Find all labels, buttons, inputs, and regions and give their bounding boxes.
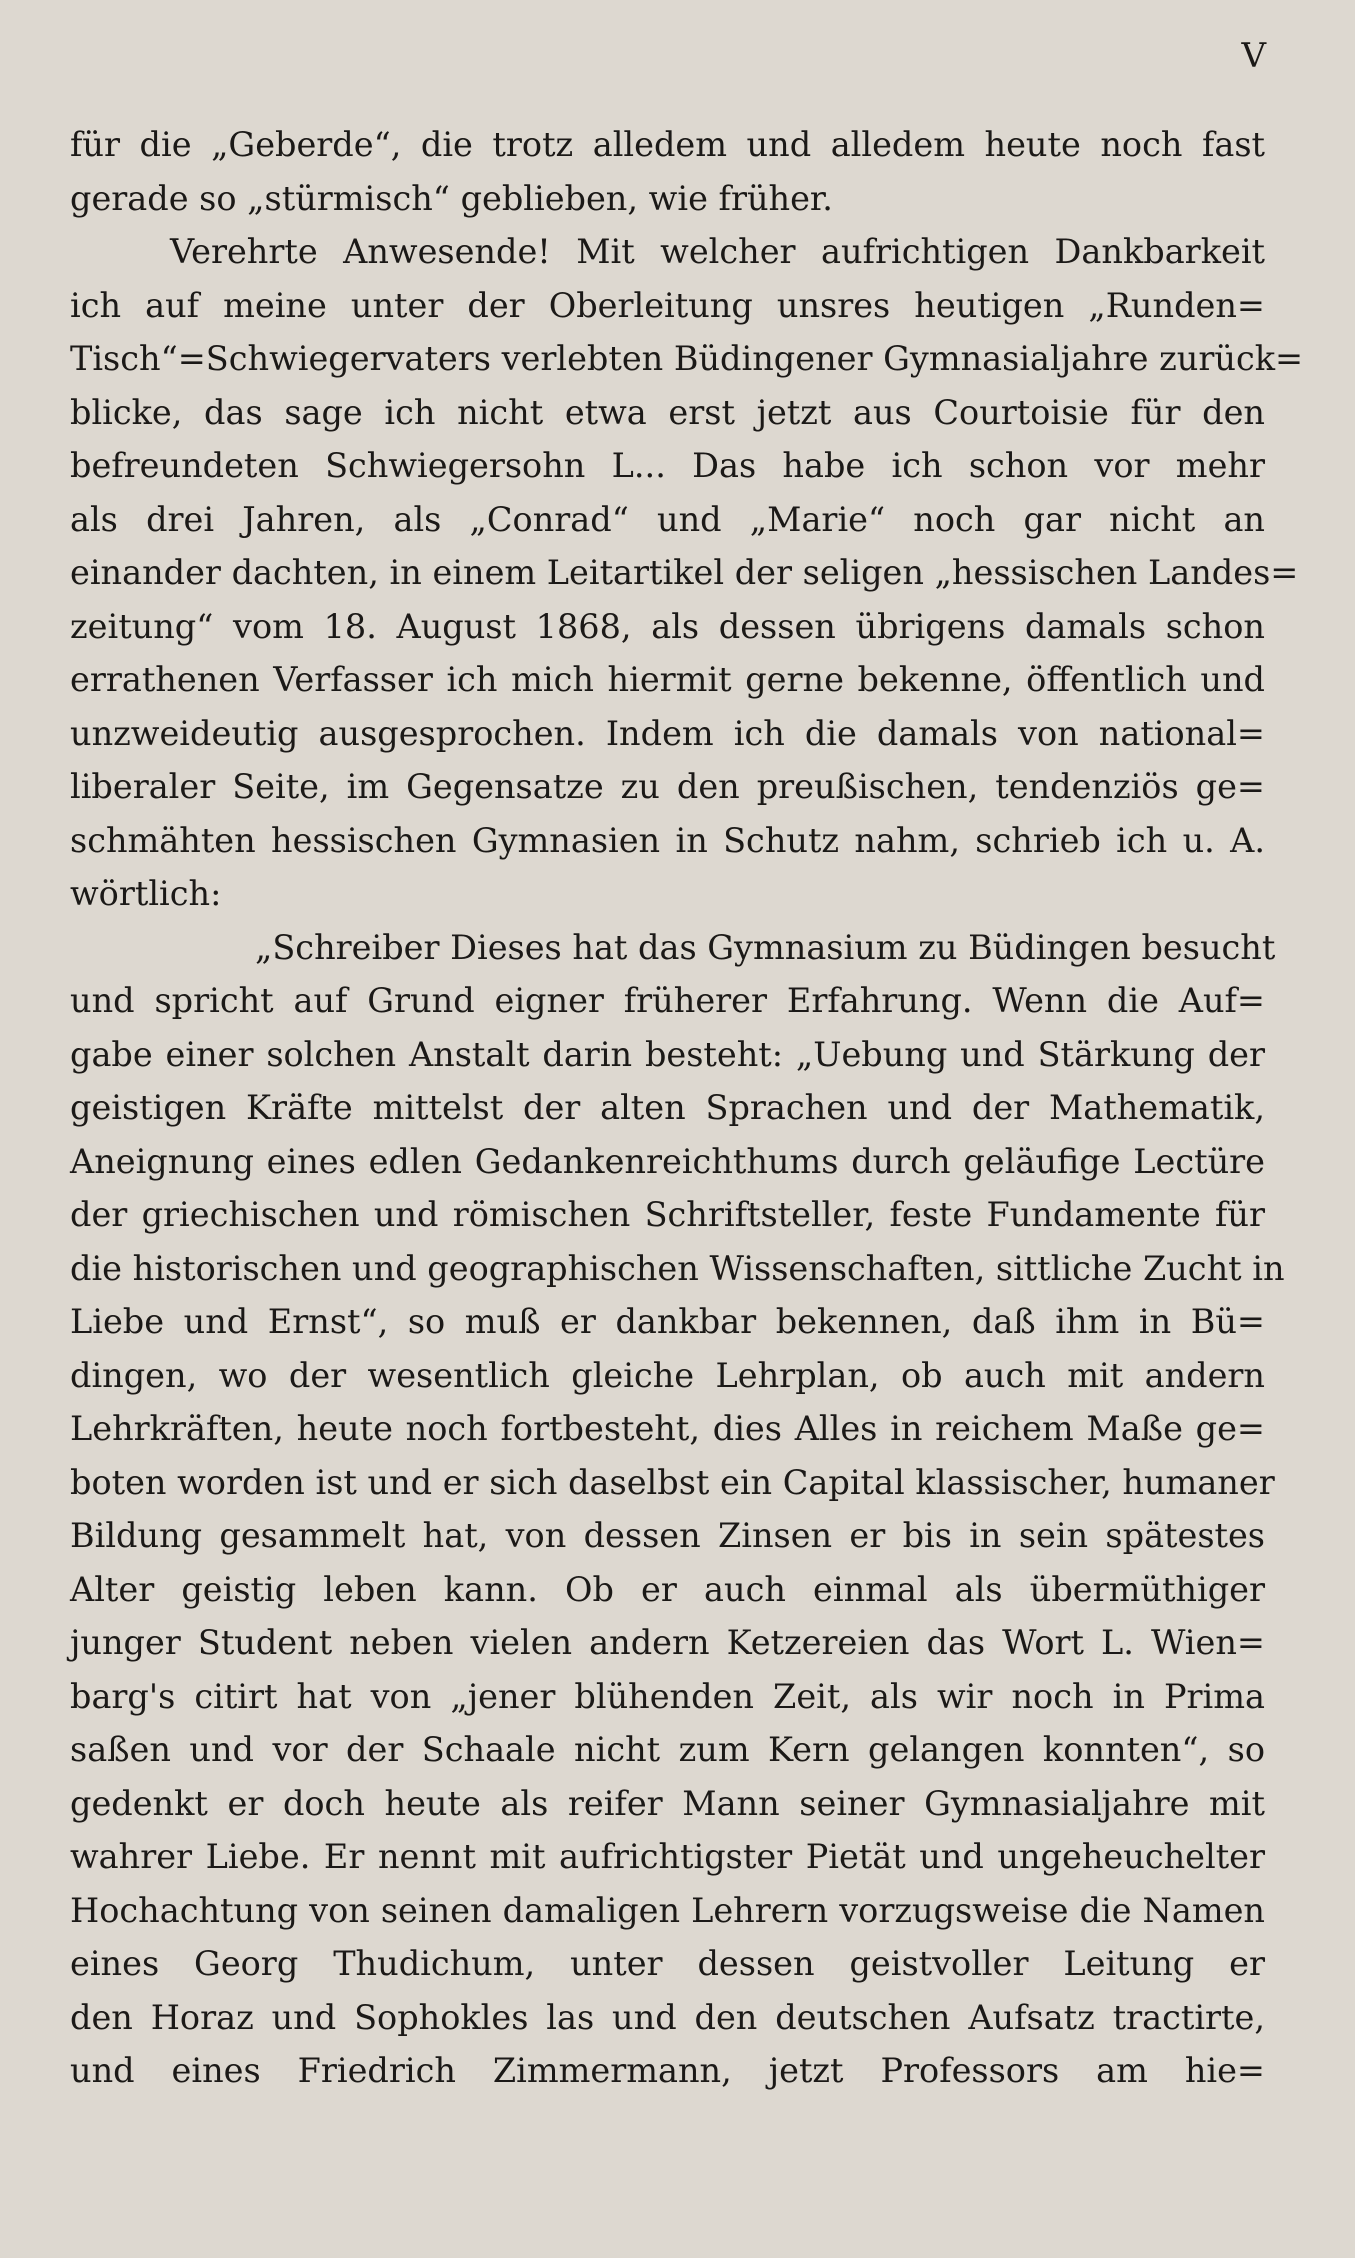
text-line: saßen und vor der Schaale nicht zum Kern gelangen konnten“, so	[70, 1730, 1265, 1769]
text-line: schmähten hessischen Gymnasien in Schutz nahm, schrieb ich u. A.	[70, 820, 1265, 860]
text-line: ich auf meine unter der Oberleitung unsres heutigen „Runden=	[70, 285, 1265, 325]
text-line: „Schreiber Dieses hat das Gymnasium zu Büdingen besucht	[255, 927, 1276, 967]
text-line: dingen, wo der wesentlich gleiche Lehrplan, ob auch mit andern	[70, 1355, 1265, 1395]
text-line: als drei Jahren, als „Conrad“ und „Marie“ noch gar nicht an	[70, 499, 1265, 539]
text-line: barg's citirt hat von „jener blühenden Zeit, als wir noch in Prima	[70, 1676, 1265, 1716]
text-line: gerade so „stürmisch“ geblieben, wie früher.	[70, 178, 833, 218]
text-line: blicke, das sage ich nicht etwa erst jetzt aus Courtoisie für den	[70, 392, 1265, 432]
text-line: und spricht auf Grund eigner früherer Erfahrung. Wenn die Auf=	[70, 981, 1265, 1020]
text-line: zeitung“ vom 18. August 1868, als dessen übrigens damals schon	[70, 606, 1265, 646]
text-line: der griechischen und römischen Schriftsteller, feste Fundamente für	[70, 1195, 1265, 1234]
page-number: V	[1241, 36, 1267, 76]
text-line: unzweideutig ausgesprochen. Indem ich die damals von national=	[70, 713, 1265, 753]
text-line: Lehrkräften, heute noch fortbesteht, dies Alles in reichem Maße ge=	[70, 1409, 1265, 1448]
text-line: junger Student neben vielen andern Ketzereien das Wort L. Wien=	[70, 1623, 1265, 1662]
text-line: Verehrte Anwesende! Mit welcher aufrichtigen Dankbarkeit	[170, 232, 1265, 271]
text-line: und eines Friedrich Zimmermann, jetzt Professors am hie=	[70, 2051, 1265, 2090]
text-line: Liebe und Ernst“, so muß er dankbar bekennen, daß ihm in Bü=	[70, 1302, 1265, 1341]
text-line: Aneignung eines edlen Gedankenreichthums durch geläufige Lectüre	[70, 1141, 1265, 1181]
text-line: Bildung gesammelt hat, von dessen Zinsen er bis in sein spätestes	[70, 1516, 1265, 1555]
text-line: gedenkt er doch heute als reifer Mann seiner Gymnasialjahre mit	[70, 1783, 1265, 1823]
text-line: eines Georg Thudichum, unter dessen geistvoller Leitung er	[70, 1944, 1265, 1983]
text-line: den Horaz und Sophokles las und den deutschen Aufsatz tractirte,	[70, 1997, 1265, 2037]
text-line: Alter geistig leben kann. Ob er auch einmal als übermüthiger	[70, 1569, 1265, 1609]
text-line: für die „Geberde“, die trotz alledem und alledem heute noch fast	[70, 125, 1265, 164]
text-line: wahrer Liebe. Er nennt mit aufrichtigster Pietät und ungeheuchelter	[70, 1837, 1265, 1876]
text-line: liberaler Seite, im Gegensatze zu den preußischen, tendenziös ge=	[70, 767, 1265, 806]
text-line: Hochachtung von seinen damaligen Lehrern vorzugsweise die Namen	[70, 1890, 1265, 1930]
text-line: boten worden ist und er sich daselbst ein Capital klassischer, humaner	[70, 1462, 1275, 1502]
body-text	[70, 118, 1304, 2098]
text-line: gabe einer solchen Anstalt darin besteht: „Uebung und Stärkung der	[70, 1034, 1265, 1074]
text-line: wörtlich:	[70, 874, 222, 913]
text-line: die historischen und geographischen Wissenschaften, sittliche Zucht in	[70, 1248, 1285, 1288]
text-line: befreundeten Schwiegersohn L... Das habe ich schon vor mehr	[70, 446, 1265, 485]
text-line: einander dachten, in einem Leitartikel der seligen „hessischen Landes=	[70, 553, 1299, 592]
text-line: geistigen Kräfte mittelst der alten Sprachen und der Mathematik,	[70, 1088, 1265, 1127]
text-line: Tisch“=Schwiegervaters verlebten Büdingener Gymnasialjahre zurück=	[70, 339, 1304, 378]
text-line: errathenen Verfasser ich mich hiermit gerne bekenne, öffentlich und	[70, 660, 1265, 699]
